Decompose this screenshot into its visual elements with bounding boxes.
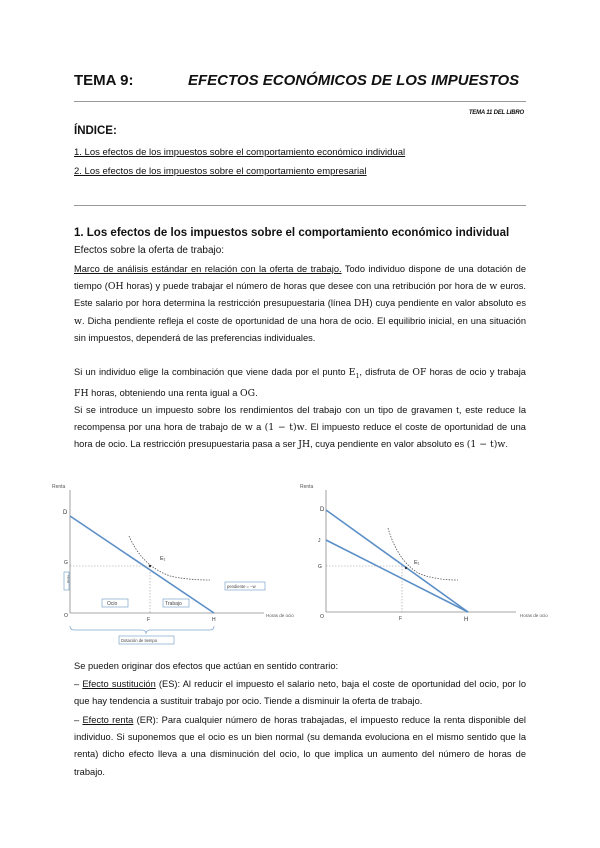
fig1-label-d: D <box>63 510 68 516</box>
fig2-budget-line-aftertax <box>326 540 468 612</box>
framework-lead: Marco de análisis estándar en relación con la oferta de trabajo. <box>74 264 342 274</box>
fig1-box-dotacion-text: Dotación de tiempo <box>121 638 158 643</box>
fig2-label-f: F <box>399 616 403 622</box>
fig2-indifference-curve <box>388 528 458 580</box>
paragraph-framework: Marco de análisis estándar en relación con la oferta de trabajo. Todo individuo dispone de una dotación de tiempo (OH horas) y puede trabajar el número de horas que desee con una retribución por hora de w euros. Este salario por hora determina la restricción presupuestaria (línea DH) cuya pendiente en valor absoluto es w. Dicha pendiente refleja el coste de oportunidad de una hora de ocio. El equilibrio inicial, en una situación sin impuestos, dependerá de las preferencias individuales. <box>74 264 527 343</box>
fig1-box-renta-text: Renta <box>66 574 70 583</box>
topic-number: TEMA 9: <box>74 72 134 89</box>
fig2-x-axis-label: Horas de ocio <box>520 613 548 618</box>
fig2-label-e1: E₁ <box>414 560 420 566</box>
fig1-box-ocio-text: Ocio <box>107 601 118 607</box>
fig2-label-j: J <box>318 538 321 544</box>
fig1-y-axis-label: Renta <box>52 484 66 490</box>
index-heading: ÍNDICE: <box>74 125 117 137</box>
topic-title: EFECTOS ECONÓMICOS DE LOS IMPUESTOS <box>188 72 520 89</box>
header-divider <box>74 101 526 102</box>
fig2-label-d: D <box>320 507 325 513</box>
fig1-box-pendiente-text: pendiente = −w <box>227 584 256 589</box>
income-effect-label: Efecto renta <box>82 715 134 725</box>
fig1-indifference-curve <box>129 536 210 580</box>
index-link-2[interactable]: 2. Los efectos de los impuestos sobre el comportamiento empresarial <box>74 166 367 177</box>
substitution-effect-label: Efecto sustitución <box>82 679 156 689</box>
paragraph-equilibrium: Si un individuo elige la combinación que viene dada por el punto $E_1$, disfruta de OF horas de ocio y trabaja FH horas, obteniendo una renta igual a OG. <box>74 367 526 400</box>
paragraph-income-effect: – Efecto renta (ER): Para cualquier número de horas trabajadas, el impuesto reduce la renta disponible del individuo. Si suponemos que el ocio es un bien normal (su demanda evoluciona en el mismo sentido que la renta) dicho efecto lleva a una disminución del ocio, lo que implica un aumento del número de horas de trabajo. <box>74 715 526 777</box>
fig2-label-g: G <box>318 564 322 570</box>
fig1-brace <box>70 626 214 634</box>
index-link-1[interactable]: 1. Los efectos de los impuestos sobre el comportamiento económico individual <box>74 147 406 158</box>
figure-budget-constraint <box>52 476 304 652</box>
paragraph-substitution-effect: – Efecto sustitución (ES): Al reducir el impuesto el salario neto, baja el coste de oportunidad del ocio, por lo que hay tendencia a sustituir trabajo por ocio. Tiende a disminuir la oferta de trabajo. <box>74 679 527 707</box>
fig1-label-o: O <box>64 613 68 619</box>
fig1-point-e1-marker <box>149 565 151 567</box>
fig1-box-trabajo-text: Trabajo <box>165 601 182 607</box>
paragraph-two-effects: Se pueden originar dos efectos que actúan en sentido contrario: <box>74 661 339 671</box>
figure-tax-effect <box>298 476 560 652</box>
fig1-label-e1: E₁ <box>160 556 166 562</box>
fig1-budget-line <box>70 516 214 613</box>
index-divider <box>74 205 526 206</box>
fig2-point-e1-marker <box>405 567 407 569</box>
fig2-budget-line-pretax <box>326 510 468 612</box>
section-heading: 1. Los efectos de los impuestos sobre el comportamiento económico individual <box>74 227 510 239</box>
fig2-label-h: H <box>464 617 469 623</box>
paragraph-tax: Si se introduce un impuesto sobre los rendimientos del trabajo con un tipo de gravamen t, este reduce la recompensa por una hora de trabajo de w a (1 − t)w. El impuesto reduce el coste de oportunidad de una hora de ocio. La restricción presupuestaria pasa a ser JH, cuya pendiente en valor absoluto es (1 − t)w. <box>74 405 526 451</box>
subsection-heading: Efectos sobre la oferta de trabajo: <box>74 245 225 256</box>
book-reference: TEMA 11 DEL LIBRO <box>468 110 524 116</box>
fig1-label-f: F <box>147 617 151 623</box>
fig2-label-o: O <box>320 614 324 620</box>
fig1-x-axis-label: Horas de ocio <box>266 613 294 618</box>
fig2-y-axis-label: Renta <box>300 484 314 490</box>
fig1-label-h: H <box>212 617 216 623</box>
fig1-label-g: G <box>64 560 68 566</box>
